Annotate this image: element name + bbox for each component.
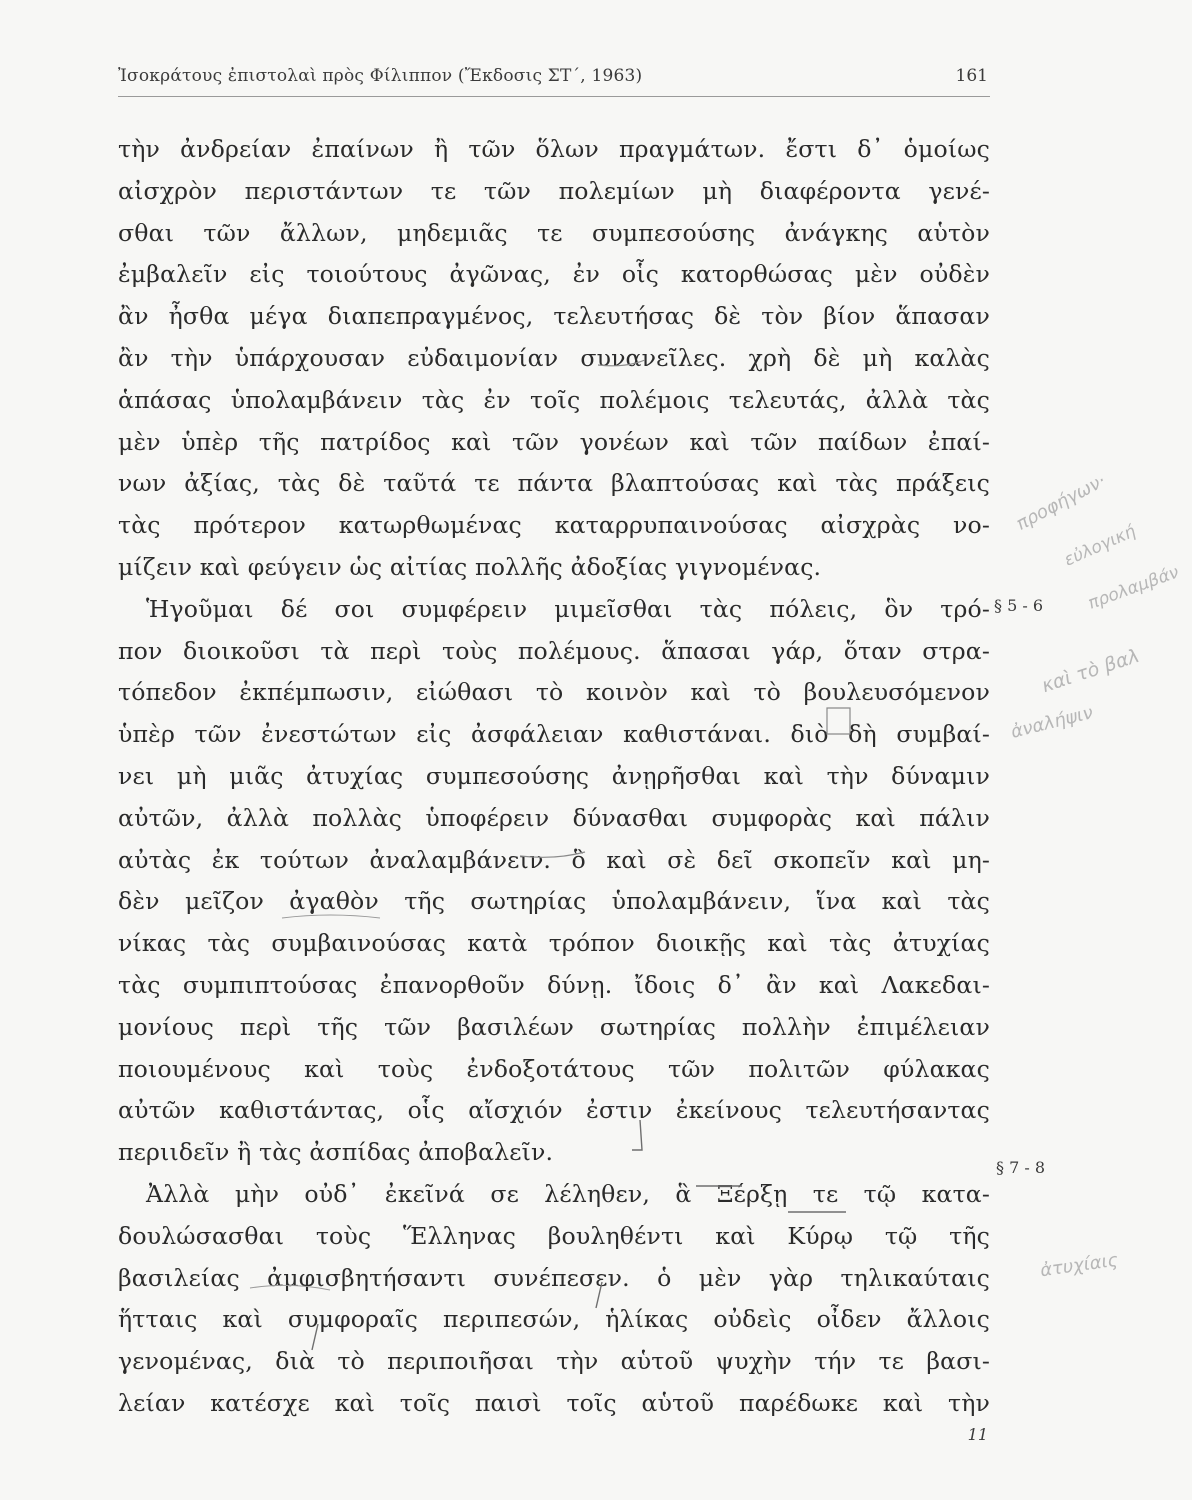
text-line: πον διοικοῦσι τὰ περὶ τοὺς πολέμους. ἅπασαι γάρ, ὅταν στρα-: [118, 636, 990, 665]
text-line: μίζειν καὶ φεύγειν ὡς αἰτίας πολλῆς ἀδοξίας γιγνομένας.: [118, 552, 822, 581]
text-line: δουλώσασθαι τοὺς Ἕλληνας βουληθέντι καὶ Κύρῳ τῷ τῆς: [118, 1221, 990, 1250]
margin-section-ref: § 5 - 6: [994, 596, 1044, 615]
text-line: ἐμβαλεῖν εἰς τοιούτους ἀγῶνας, ἐν οἷς κατορθώσας μὲν οὐδὲν: [118, 260, 990, 289]
text-line: σθαι τῶν ἄλλων, μηδεμιᾶς τε συμπεσούσης ἀνάγκης αὑτὸν: [118, 218, 990, 247]
pencil-annotation: ἀναλήψιν: [1008, 702, 1096, 743]
text-line: τὰς συμπιπτούσας ἐπανορθοῦν δύνῃ. ἴδοις δ᾽ ἂν καὶ Λακεδαι-: [118, 970, 990, 999]
text-line: νίκας τὰς συμβαινούσας κατὰ τρόπον διοικῇς καὶ τὰς ἀτυχίας: [118, 929, 990, 958]
text-line: λείαν κατέσχε καὶ τοῖς παισὶ τοῖς αὑτοῦ παρέδωκε καὶ τὴν: [118, 1388, 990, 1417]
pencil-annotation: προλαμβάν: [1085, 562, 1182, 614]
running-title: Ἰσοκράτους ἐπιστολαὶ πρὸς Φίλιππον (Ἔκδοσις ΣΤ΄, 1963): [118, 66, 643, 86]
text-line: ἂν τὴν ὑπάρχουσαν εὐδαιμονίαν συνανεῖλες. χρὴ δὲ μὴ καλὰς: [118, 343, 990, 372]
text-line: αὐτῶν καθιστάντας, οἷς αἴσχιόν ἐστιν ἐκείνους τελευτήσαντας: [118, 1096, 990, 1125]
text-line: γενομένας, διὰ τὸ περιποιῆσαι τὴν αὑτοῦ ψυχὴν τήν τε βασι-: [118, 1347, 990, 1376]
text-line: τὰς πρότερον κατωρθωμένας καταρρυπαινούσας αἰσχρὰς νο-: [118, 511, 990, 540]
text-line: ἁπάσας ὑπολαμβάνειν τὰς ἐν τοῖς πολέμοις τελευτάς, ἀλλὰ τὰς: [118, 385, 990, 414]
text-line: ἂν ἦσθα μέγα διαπεπραγμένος, τελευτήσας δὲ τὸν βίον ἅπασαν: [118, 302, 990, 331]
text-line: βασιλείας ἀμφισβητήσαντι συνέπεσεν. ὁ μὲν γὰρ τηλικαύταις: [118, 1263, 990, 1292]
pencil-annotation: προφήγων·: [1012, 470, 1110, 535]
body-text: [118, 129, 990, 1425]
text-line: Ἀλλὰ μὴν οὐδ᾽ ἐκεῖνά σε λέληθεν, ἃ Ξέρξῃ τε τῷ κατα-: [146, 1179, 990, 1208]
text-line: αἰσχρὸν περιστάντων τε τῶν πολεμίων μὴ διαφέροντα γενέ-: [118, 176, 990, 205]
margin-section-ref: § 7 - 8: [996, 1158, 1046, 1177]
pencil-annotation: ἀτυχίαις: [1038, 1249, 1120, 1282]
text-line: νει μὴ μιᾶς ἀτυχίας συμπεσούσης ἀνῃρῆσθαι καὶ τὴν δύναμιν: [118, 761, 990, 790]
header-rule: [118, 96, 990, 97]
running-head: [118, 66, 990, 90]
text-line: αὐτῶν, ἀλλὰ πολλὰς ὑποφέρειν δύνασθαι συμφορὰς καὶ πάλιν: [118, 803, 990, 832]
text-line: ποιουμένους καὶ τοὺς ἐνδοξοτάτους τῶν πολιτῶν φύλακας: [118, 1054, 990, 1083]
printer-signature: 11: [967, 1425, 988, 1444]
text-line: αὐτὰς ἐκ τούτων ἀναλαμβάνειν. ὃ καὶ σὲ δεῖ σκοπεῖν καὶ μη-: [118, 845, 990, 874]
pencil-annotation: εὐλογική: [1061, 521, 1139, 571]
text-line: τὴν ἀνδρείαν ἐπαίνων ἢ τῶν ὅλων πραγμάτων. ἔστι δ᾽ ὁμοίως: [118, 135, 990, 163]
text-line: περιιδεῖν ἢ τὰς ἀσπίδας ἀποβαλεῖν.: [118, 1138, 554, 1167]
text-line: μὲν ὑπὲρ τῆς πατρίδος καὶ τῶν γονέων καὶ τῶν παίδων ἐπαί-: [118, 427, 990, 456]
text-line: τόπεδον ἐκπέμπωσιν, εἰώθασι τὸ κοινὸν καὶ τὸ βουλευσόμενον: [118, 678, 990, 707]
text-line: νων ἀξίας, τὰς δὲ ταῦτά τε πάντα βλαπτούσας καὶ τὰς πράξεις: [118, 469, 990, 498]
pencil-annotation: καὶ τὸ βαλ: [1039, 644, 1143, 698]
text-line: μονίους περὶ τῆς τῶν βασιλέων σωτηρίας πολλὴν ἐπιμέλειαν: [118, 1012, 990, 1041]
text-line: Ἡγοῦμαι δέ σοι συμφέρειν μιμεῖσθαι τὰς πόλεις, ὃν τρό-: [146, 594, 990, 623]
page-number: 161: [955, 66, 988, 86]
text-line: δὲν μεῖζον ἀγαθὸν τῆς σωτηρίας ὑπολαμβάνειν, ἵνα καὶ τὰς: [118, 887, 990, 916]
text-line: ἥτταις καὶ συμφοραῖς περιπεσών, ἡλίκας οὐδεὶς οἶδεν ἄλλοις: [118, 1305, 990, 1334]
text-line: ὑπὲρ τῶν ἐνεστώτων εἰς ἀσφάλειαν καθιστάναι. διὸ δὴ συμβαί-: [118, 720, 990, 749]
